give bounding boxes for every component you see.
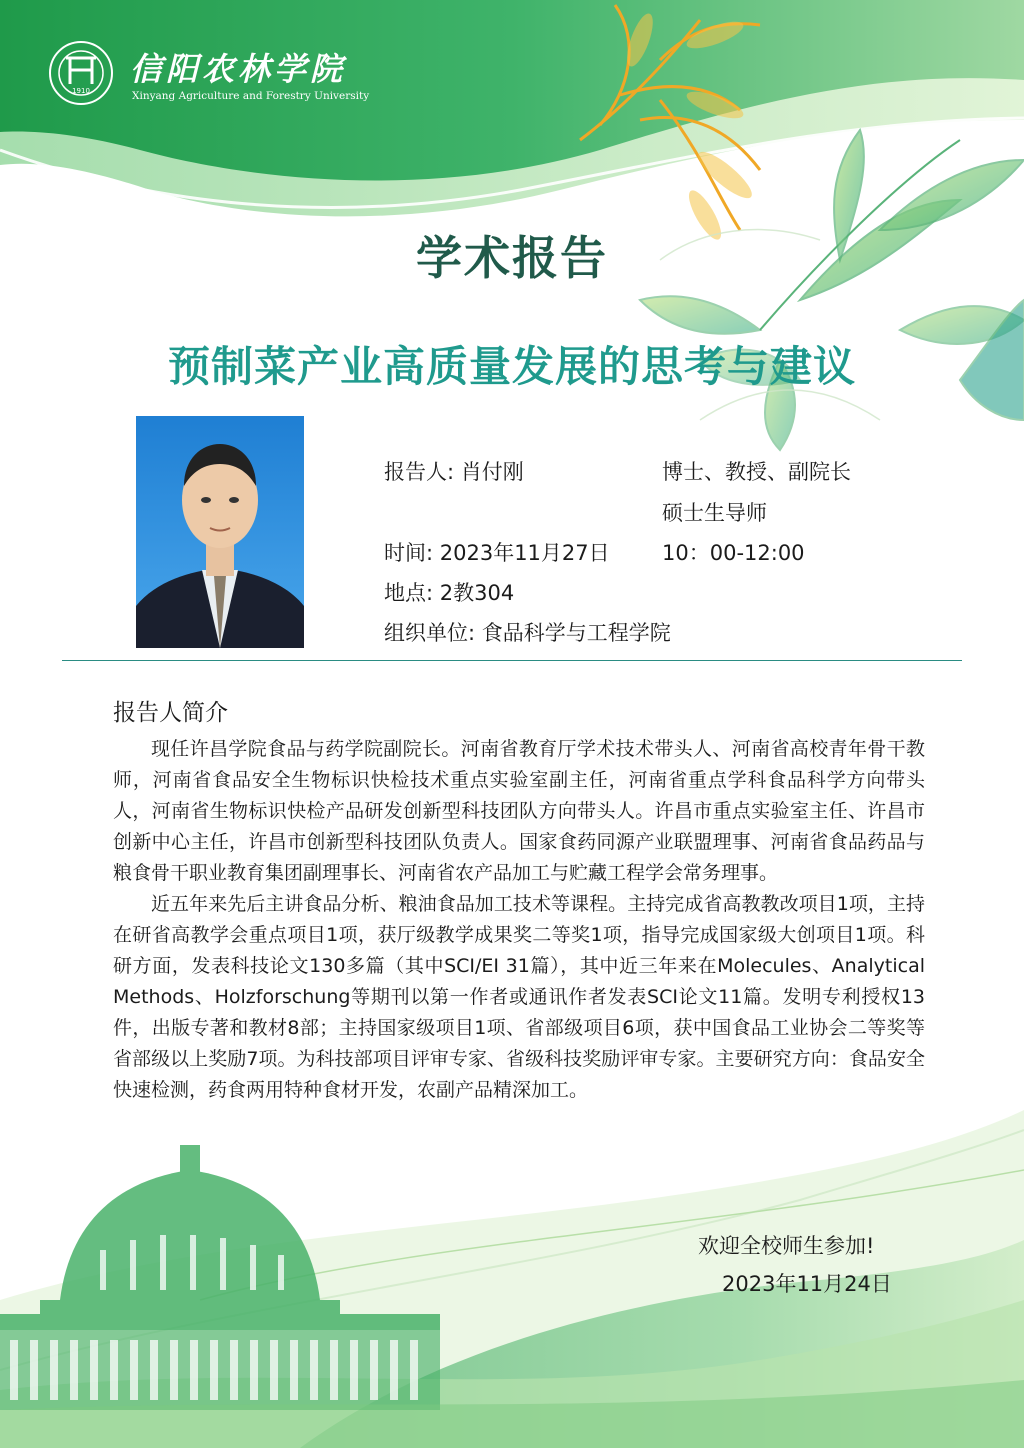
seal-year: 1910 xyxy=(72,87,90,95)
university-logo xyxy=(48,40,370,110)
speaker-supervisor: 硕士生导师 xyxy=(662,501,767,525)
section-divider xyxy=(62,660,962,661)
speaker-titles: 博士、教授、副院长 xyxy=(662,460,851,484)
bio-heading: 报告人简介 xyxy=(113,700,228,726)
bio-paragraph: 现任许昌学院食品与药学院副院长。河南省教育厅学术技术带头人、河南省高校青年骨干教师，河南省食品安全生物标识快检技术重点实验室副主任，河南省重点学科食品科学方向带头人，河南省生物标识快检产品研发创新型科技团队方向带头人。许昌市重点实验室主任、许昌市创新中心主任，许昌市创新型科技团队负责人。国家食药同源产业联盟理事、河南省食品药品与粮食骨干职业教育集团副理事长、河南省农产品加工与贮藏工程学会常务理事。 xyxy=(113,738,925,884)
lecture-time-range: 10：00-12:00 xyxy=(662,541,805,565)
speaker-photo xyxy=(136,416,304,648)
speaker-name: 报告人: 肖付刚 xyxy=(384,460,524,484)
university-seal-icon xyxy=(48,40,114,106)
university-name-en: Xinyang Agriculture and Forestry University xyxy=(132,90,370,102)
announcement-date: 2023年11月24日 xyxy=(722,1272,892,1296)
lecture-date: 时间: 2023年11月27日 xyxy=(384,541,610,565)
organizer: 组织单位: 食品科学与工程学院 xyxy=(384,621,671,645)
welcome-text: 欢迎全校师生参加! xyxy=(698,1234,875,1258)
university-name: 信阳农林学院 xyxy=(130,50,347,88)
bio-paragraph: 近五年来先后主讲食品分析、粮油食品加工技术等课程。主持完成省高教教改项目1项，主持在研省高教学会重点项目1项，获厅级教学成果奖二等奖1项，指导完成国家级大创项目1项。科研方面，发表科技论文130多篇（其中SCI/EI 31篇），其中近三年来在Molecules、Analytical Methods、Holzforschung等期刊以第一作者或通讯作者发表SCI论文11篇。发明专利授权13件，出版专著和教材8部；主持国家级项目1项、省部级项目6项，获中国食品工业协会二等奖等省部级以上奖励7项。为科技部项目评审专家、省级科技奖励评审专家。主要研究方向：食品安全快速检测，药食两用特种食材开发，农副产品精深加工。 xyxy=(113,893,925,1101)
lecture-location: 地点: 2教304 xyxy=(384,581,515,605)
speaker-bio xyxy=(113,734,925,1106)
poster-title: 学术报告 xyxy=(416,231,608,285)
lecture-topic: 预制菜产业高质量发展的思考与建议 xyxy=(167,342,856,391)
